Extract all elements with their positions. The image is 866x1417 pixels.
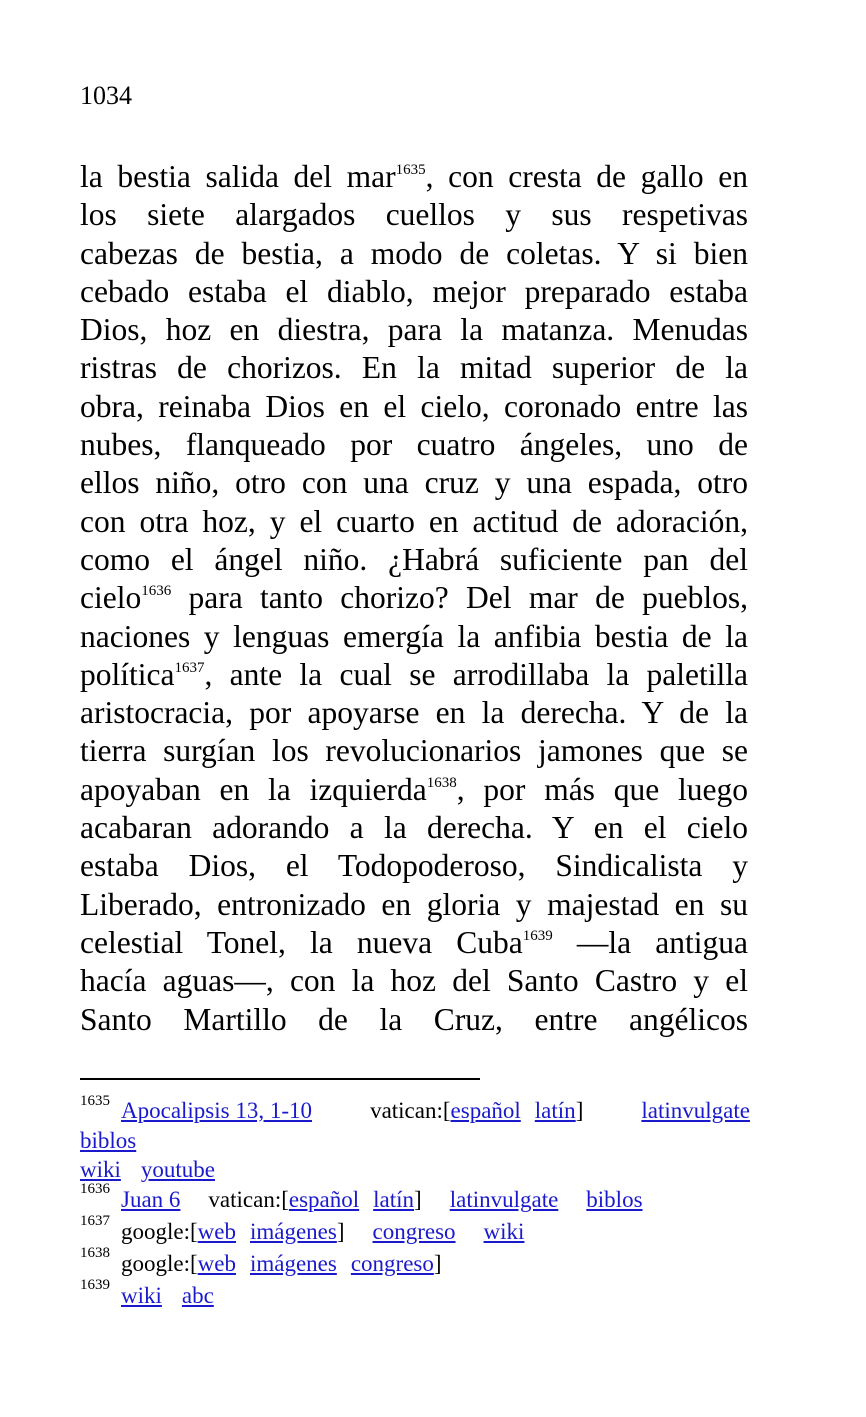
link-web[interactable]: web bbox=[197, 1219, 236, 1244]
footnote-1639 bbox=[80, 1277, 750, 1312]
footnote-ref: 1636 bbox=[141, 583, 172, 600]
body-line: cabezas de bestia, a modo de coletas. Y si bien bbox=[80, 235, 748, 271]
link-latinvulgate[interactable]: latinvulgate bbox=[449, 1187, 559, 1212]
page-number: 1034 bbox=[80, 81, 132, 110]
footnote-1635 bbox=[80, 1093, 750, 1126]
footnote-1635-cont2 bbox=[80, 1155, 750, 1184]
body-line: tierra surgían los revolucionarios jamones que se bbox=[80, 733, 748, 769]
footnote-number: 1635 bbox=[80, 1093, 110, 1109]
body-line: la bestia salida del mar$^{1635}$, con cresta de gallo en bbox=[80, 159, 749, 194]
body-text bbox=[80, 158, 748, 1039]
footnote-number: 1639 bbox=[80, 1277, 110, 1293]
link-biblos[interactable]: biblos bbox=[586, 1187, 643, 1212]
footnote-number: 1638 bbox=[80, 1245, 110, 1261]
link-imagenes[interactable]: imágenes bbox=[249, 1251, 337, 1276]
body-line: hacía aguas—, con la hoz del Santo Castro y el bbox=[80, 963, 748, 999]
link-espanol[interactable]: español bbox=[288, 1187, 360, 1212]
link-latin[interactable]: latín bbox=[373, 1187, 415, 1212]
link-wiki[interactable]: wiki bbox=[483, 1219, 525, 1244]
body-line: cielo$^{1636}$ para tanto chorizo? Del mar de pueblos, bbox=[80, 580, 748, 616]
link-youtube[interactable]: youtube bbox=[140, 1157, 215, 1182]
link-wiki[interactable]: wiki bbox=[80, 1157, 121, 1182]
footnote-ref: 1638 bbox=[426, 774, 457, 791]
body-line: Dios, hoz en diestra, para la matanza. Menudas bbox=[80, 312, 748, 348]
body-line: apoyaban en la izquierda$^{1638}$, por más que luego bbox=[80, 771, 748, 807]
body-line: como el ángel niño. ¿Habrá suficiente pan del bbox=[80, 541, 748, 577]
body-line: estaba Dios, el Todopoderoso, Sindicalista y bbox=[80, 848, 748, 884]
body-line: nubes, flanqueado por cuatro ángeles, uno de bbox=[80, 427, 748, 463]
footnote-ref: 1635 bbox=[395, 162, 426, 178]
body-line: los siete alargados cuellos y sus respetivas bbox=[80, 197, 748, 233]
body-line: con otra hoz, y el cuarto en actitud de adoración, bbox=[80, 503, 748, 539]
footnote-rule bbox=[80, 1078, 480, 1080]
body-line: aristocracia, por apoyarse en la derecha. Y de la bbox=[80, 695, 748, 731]
link-abc[interactable]: abc bbox=[181, 1283, 214, 1308]
footnote-1636: 1636 Juan 6 vatican:[español latín] latinvulgate biblos bbox=[80, 1181, 643, 1212]
link-congreso[interactable]: congreso bbox=[372, 1219, 456, 1244]
footnote-number: 1636 bbox=[80, 1181, 110, 1197]
link-congreso[interactable]: congreso bbox=[350, 1251, 434, 1276]
footnote-1638: 1638 google:[web imágenes congreso] bbox=[80, 1245, 442, 1276]
link-imagenes[interactable]: imágenes bbox=[249, 1219, 337, 1244]
footnotes bbox=[80, 1093, 750, 1312]
body-line: cebado estaba el diablo, mejor preparado estaba bbox=[80, 273, 748, 309]
link-espanol[interactable]: español bbox=[450, 1098, 521, 1123]
link-biblos[interactable]: biblos bbox=[80, 1128, 137, 1153]
body-line: obra, reinaba Dios en el cielo, coronado entre las bbox=[80, 388, 748, 424]
footnote-ref: 1639 bbox=[522, 927, 553, 944]
footnote-1637: 1637 google:[web imágenes] congreso wiki bbox=[80, 1213, 525, 1244]
vatican-group: vatican:[español latín] bbox=[370, 1098, 584, 1123]
body-line: Liberado, entronizado en gloria y majestad en su bbox=[80, 886, 748, 922]
body-line: ellos niño, otro con una cruz y una espada, otro bbox=[80, 465, 748, 501]
footnote-ref: 1637 bbox=[174, 659, 205, 676]
body-line: ristras de chorizos. En la mitad superior de la bbox=[80, 350, 748, 386]
link-latin[interactable]: latín bbox=[534, 1098, 576, 1123]
link-latinvulgate[interactable]: latinvulgate bbox=[641, 1098, 750, 1123]
link-juan[interactable]: Juan 6 bbox=[121, 1187, 181, 1212]
body-line: Santo Martillo de la Cruz, entre angélicos bbox=[80, 1001, 748, 1037]
link-web[interactable]: web bbox=[197, 1251, 236, 1276]
body-line: celestial Tonel, la nueva Cuba$^{1639}$ —la antigua bbox=[80, 924, 748, 960]
body-line: política$^{1637}$, ante la cual se arrodillaba la paletilla bbox=[80, 656, 748, 692]
link-apocalipsis[interactable]: Apocalipsis 13, 1-10 bbox=[121, 1098, 313, 1123]
footnote-number: 1637 bbox=[80, 1213, 110, 1229]
link-wiki[interactable]: wiki bbox=[121, 1283, 162, 1308]
body-line: naciones y lenguas emergía la anfibia bestia de la bbox=[80, 618, 748, 654]
footnote-1635-cont bbox=[80, 1126, 750, 1155]
body-line: acabaran adorando a la derecha. Y en el cielo bbox=[80, 810, 748, 846]
